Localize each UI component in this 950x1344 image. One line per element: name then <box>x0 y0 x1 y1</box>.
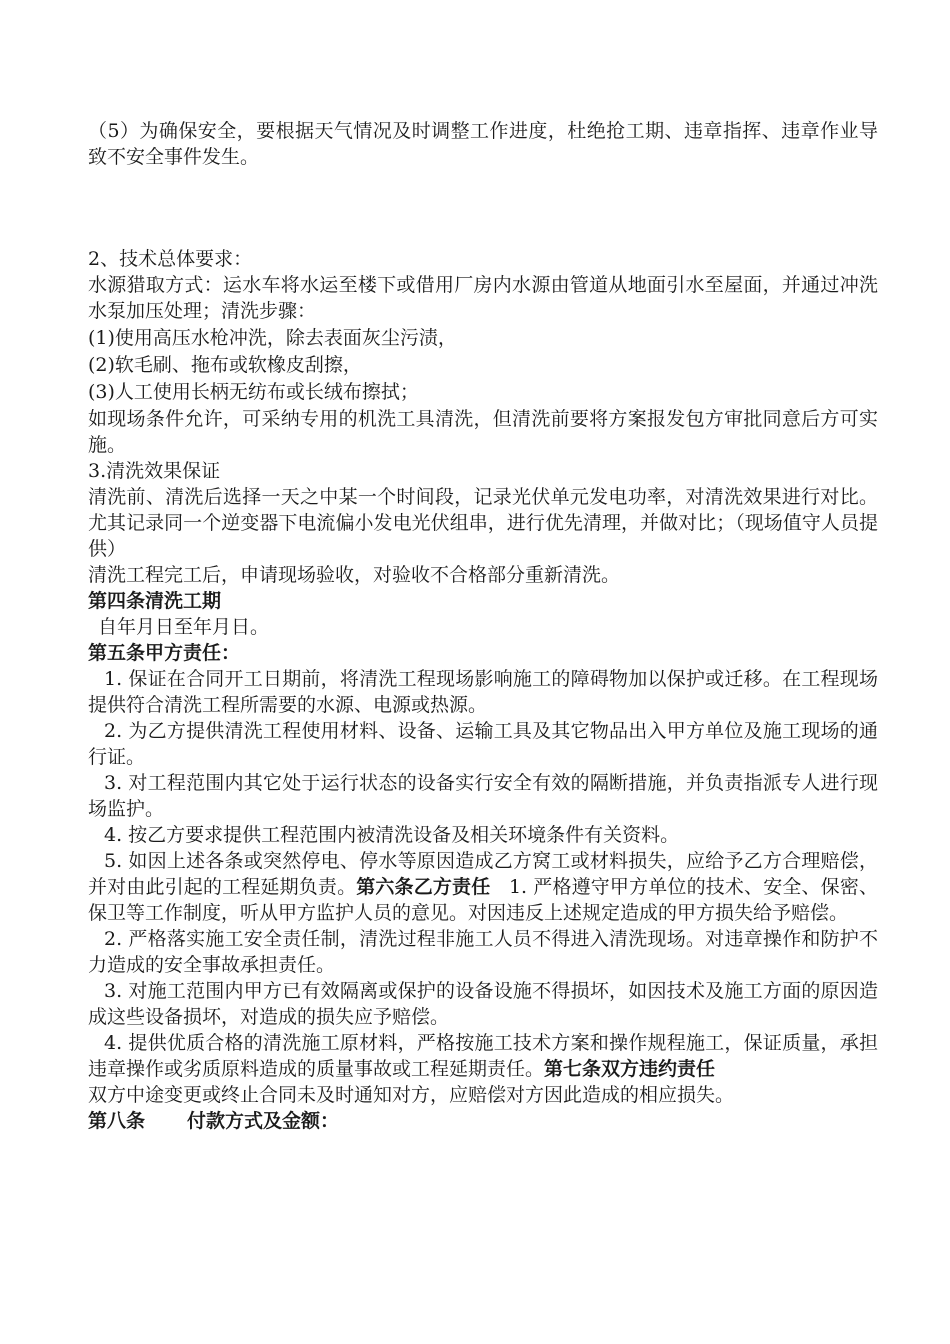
article-8-subtitle: 付款方式及金额： <box>187 1110 340 1132</box>
article-8-heading <box>88 1108 878 1134</box>
article-5-item-5 <box>88 848 878 926</box>
spacer <box>88 170 878 246</box>
article-6-item-3: 3. 对施工范围内甲方已有效隔离或保护的设备设施不得损坏，如因技术及施工方面的原因造成这些设备损坏，对造成的损失应予赔偿。 <box>88 980 878 1028</box>
article-6-item-2: 2. 严格落实施工安全责任制，清洗过程非施工人员不得进入清洗现场。对违章操作和防护不力造成的安全事故承担责任。 <box>88 928 878 976</box>
machine-wash-paragraph: 如现场条件允许，可采纳专用的机洗工具清洗，但清洗前要将方案报发包方审批同意后方可实施。 <box>88 408 878 456</box>
article-8-title: 第八条 <box>88 1110 146 1132</box>
article-4-title: 第四条清洗工期 <box>88 590 222 612</box>
water-source-paragraph: 水源猎取方式：运水车将水运至楼下或借用厂房内水源由管道从地面引水至屋面，并通过冲洗水泵加压处理；清洗步骤： <box>88 274 878 322</box>
article-7-body: 双方中途变更或终止合同未及时通知对方，应赔偿对方因此造成的相应损失。 <box>88 1084 735 1106</box>
cleaning-step-3: (3)人工使用长柄无纺布或长绒布擦拭； <box>88 381 419 403</box>
cleaning-step-2: (2)软毛刷、拖布或软橡皮刮擦， <box>88 354 362 376</box>
article-5-item-2: 2. 为乙方提供清洗工程使用材料、设备、运输工具及其它物品出入甲方单位及施工现场的通行证。 <box>88 720 878 768</box>
document-page <box>88 118 878 1134</box>
article-5-item-4: 4. 按乙方要求提供工程范围内被清洗设备及相关环境条件有关资料。 <box>104 824 680 846</box>
article-6-item-4 <box>88 1030 878 1082</box>
acceptance-paragraph: 清洗工程完工后，申请现场验收，对验收不合格部分重新清洗。 <box>88 564 621 586</box>
article-5-item-5-text: 5. 如因上述各条或突然停电、停水等原因造成乙方窝工或材料损失，应给予乙方合理赔偿，并对由此引起的工程延期负责。 <box>88 850 878 898</box>
article-5-title: 第五条甲方责任： <box>88 642 241 664</box>
section-3-title: 3.清洗效果保证 <box>88 460 221 482</box>
section-2-title: 2、技术总体要求： <box>88 248 253 270</box>
article-6-item-1: 1. 严格遵守甲方单位的技术、安全、保密、保卫等工作制度，听从甲方监护人员的意见。对因违反上述规定造成的甲方损失给予赔偿。 <box>88 876 878 924</box>
cleaning-step-1: (1)使用高压水枪冲洗，除去表面灰尘污渍， <box>88 327 457 349</box>
article-6-title: 第六条乙方责任 <box>356 876 491 898</box>
article-5-item-3: 3. 对工程范围内其它处于运行状态的设备实行安全有效的隔断措施，并负责指派专人进行现场监护。 <box>88 772 878 820</box>
article-7-title: 第七条双方违约责任 <box>544 1058 716 1080</box>
safety-clause-5: （5）为确保安全，要根据天气情况及时调整工作进度，杜绝抢工期、违章指挥、违章作业导致不安全事件发生。 <box>88 120 878 168</box>
article-4-body: 自年月日至年月日。 <box>98 616 270 638</box>
article-6-item-4-text: 4. 提供优质合格的清洗施工原材料，严格按施工技术方案和操作规程施工，保证质量，承担违章操作或劣质原料造成的质量事故或工程延期责任。 <box>88 1032 878 1080</box>
article-5-item-1: 1. 保证在合同开工日期前，将清洗工程现场影响施工的障碍物加以保护或迁移。在工程现场提供符合清洗工程所需要的水源、电源或热源。 <box>88 668 878 716</box>
cleaning-effect-paragraph: 清洗前、清洗后选择一天之中某一个时间段，记录光伏单元发电功率，对清洗效果进行对比。尤其记录同一个逆变器下电流偏小发电光伏组串，进行优先清理，并做对比；（现场值守人员提供） <box>88 486 878 560</box>
